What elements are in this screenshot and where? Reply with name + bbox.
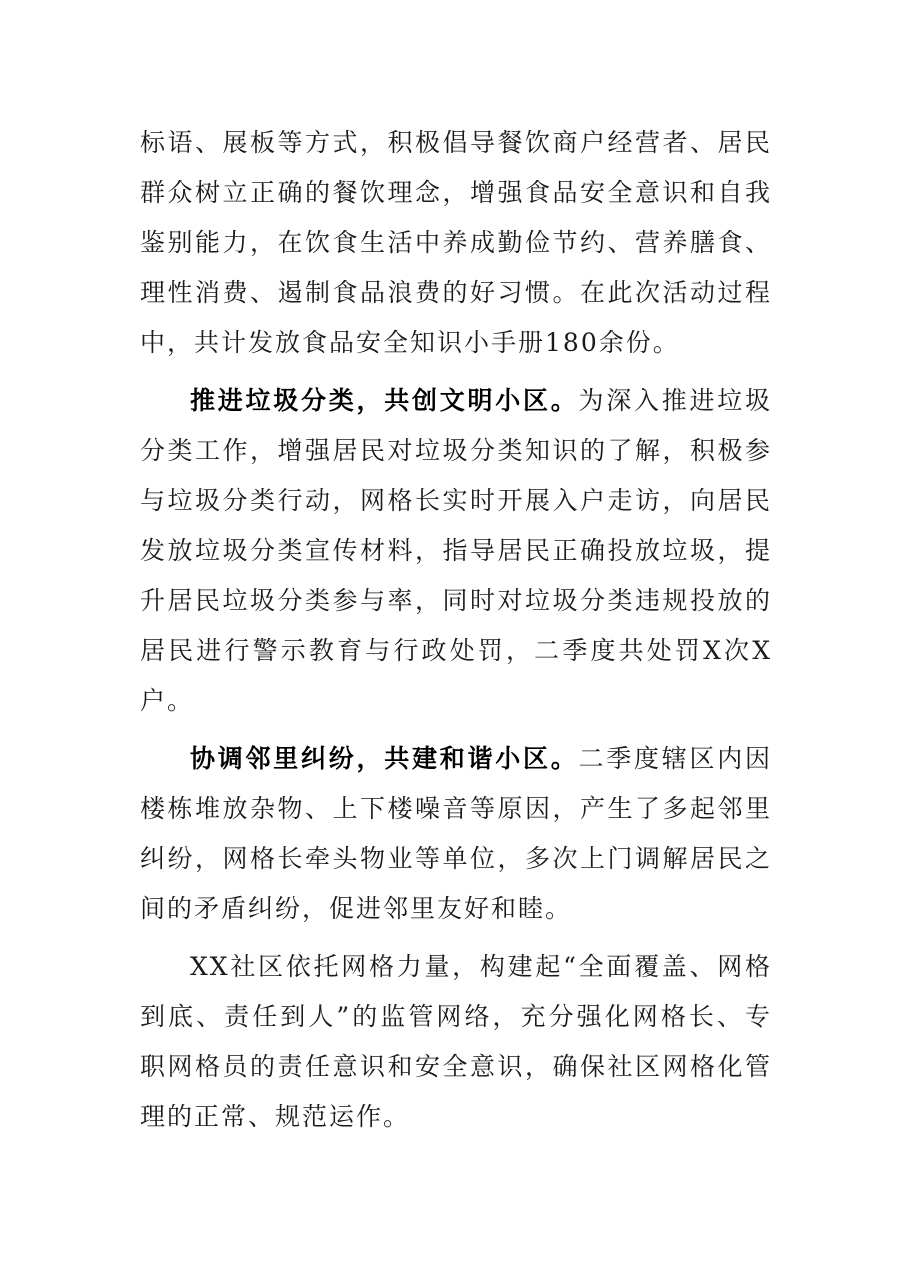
paragraph-text: XX社区依托网格力量，构建起“全面覆盖、网格到底、责任到人”的监管网络，充分强化网格长、专职网格员的责任意识和安全意识，确保社区网格化管理的正常、规范运作。 <box>140 952 772 1131</box>
paragraph-heading: 推进垃圾分类，共创文明小区。 <box>190 386 579 415</box>
paragraph-food-safety-continued <box>140 118 772 368</box>
document-body <box>140 118 772 1150</box>
paragraph-text: 标语、展板等方式，积极倡导餐饮商户经营者、居民群众树立正确的餐饮理念，增强食品安全意识和自我鉴别能力，在饮食生活中养成勤俭节约、营养膳食、理性消费、遏制食品浪费的好习惯。在此次活动过程中，共计发放食品安全知识小手册180余份。 <box>140 128 772 357</box>
paragraph-text: 为深入推进垃圾分类工作，增强居民对垃圾分类知识的了解，积极参与垃圾分类行动，网格长实时开展入户走访，向居民发放垃圾分类宣传材料，指导居民正确投放垃圾，提升居民垃圾分类参与率，同时对垃圾分类违规投放的居民进行警示教育与行政处罚，二季度共处罚X次X户。 <box>140 386 772 715</box>
paragraph-text: 二季度辖区内因楼栋堆放杂物、上下楼噪音等原因，产生了多起邻里纠纷，网格长牵头物业等单位，多次上门调解居民之间的矛盾纠纷，促进邻里友好和睦。 <box>140 744 772 923</box>
paragraph-garbage-sorting <box>140 376 772 726</box>
paragraph-grid-summary <box>140 942 772 1142</box>
paragraph-heading: 协调邻里纠纷，共建和谐小区。 <box>190 744 579 773</box>
paragraph-neighbor-disputes <box>140 734 772 934</box>
